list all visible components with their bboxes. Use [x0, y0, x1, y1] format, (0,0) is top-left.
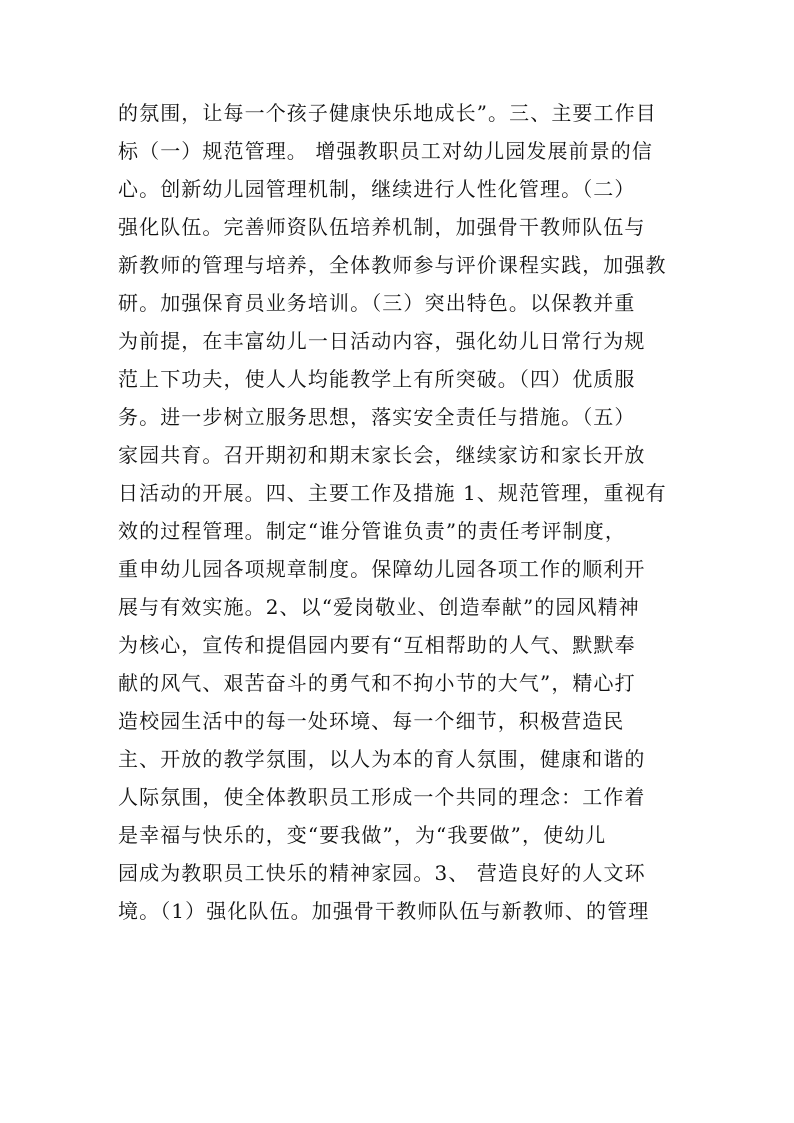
text-line-14: 展与有效实施。2、以“爱岗敬业、创造奉献”的园风精神: [118, 595, 640, 619]
text-line-1: 的氛围，让每一个孩子健康快乐地成长”。三、主要工作目: [118, 101, 657, 125]
text-line-10: 家园共育。召开期初和期末家长会，继续家访和家长开放: [118, 443, 646, 467]
text-line-19: 人际氛围，使全体教职员工形成一个共同的理念：工作着: [118, 785, 646, 809]
body-text: [118, 94, 678, 930]
text-line-20: 是幸福与快乐的，变“要我做”，为“我要做”，使幼儿: [118, 823, 607, 847]
text-line-4: 强化队伍。完善师资队伍培养机制，加强骨干教师队伍与: [118, 215, 646, 239]
text-line-22: 境。（1）强化队伍。加强骨干教师队伍与新教师、的管理: [118, 899, 650, 923]
text-line-2: 标（一）规范管理。 增强教职员工对幼儿园发展前景的信: [118, 139, 653, 163]
text-line-16: 献的风气、艰苦奋斗的勇气和不拘小节的大气”，精心打: [118, 671, 636, 695]
text-line-12: 效的过程管理。制定“谁分管谁负责”的责任考评制度，: [118, 519, 626, 543]
text-line-11: 日活动的开展。四、主要工作及措施 1、规范管理，重视有: [118, 481, 667, 505]
text-line-13: 重申幼儿园各项规章制度。保障幼儿园各项工作的顺利开: [118, 557, 646, 581]
text-line-15: 为核心，宣传和提倡园内要有“互相帮助的人气、默默奉: [118, 633, 636, 657]
text-line-8: 范上下功夫，使人人均能教学上有所突破。（四）优质服: [118, 367, 636, 391]
text-line-3: 心。创新幼儿园管理机制，继续进行人性化管理。（二）: [118, 177, 636, 201]
text-line-7: 为前提，在丰富幼儿一日活动内容，强化幼儿日常行为规: [118, 329, 646, 353]
text-line-21: 园成为教职员工快乐的精神家园。3、 营造良好的人文环: [118, 861, 646, 885]
text-line-6: 研。加强保育员业务培训。（三）突出特色。以保教并重: [118, 291, 636, 315]
text-line-9: 务。进一步树立服务思想，落实安全责任与措施。（五）: [118, 405, 636, 429]
text-line-5: 新教师的管理与培养，全体教师参与评价课程实践，加强教: [118, 253, 667, 277]
text-line-18: 主、开放的教学氛围，以人为本的育人氛围，健康和谐的: [118, 747, 646, 771]
text-line-17: 造校园生活中的每一处环境、每一个细节，积极营造民: [118, 709, 625, 733]
